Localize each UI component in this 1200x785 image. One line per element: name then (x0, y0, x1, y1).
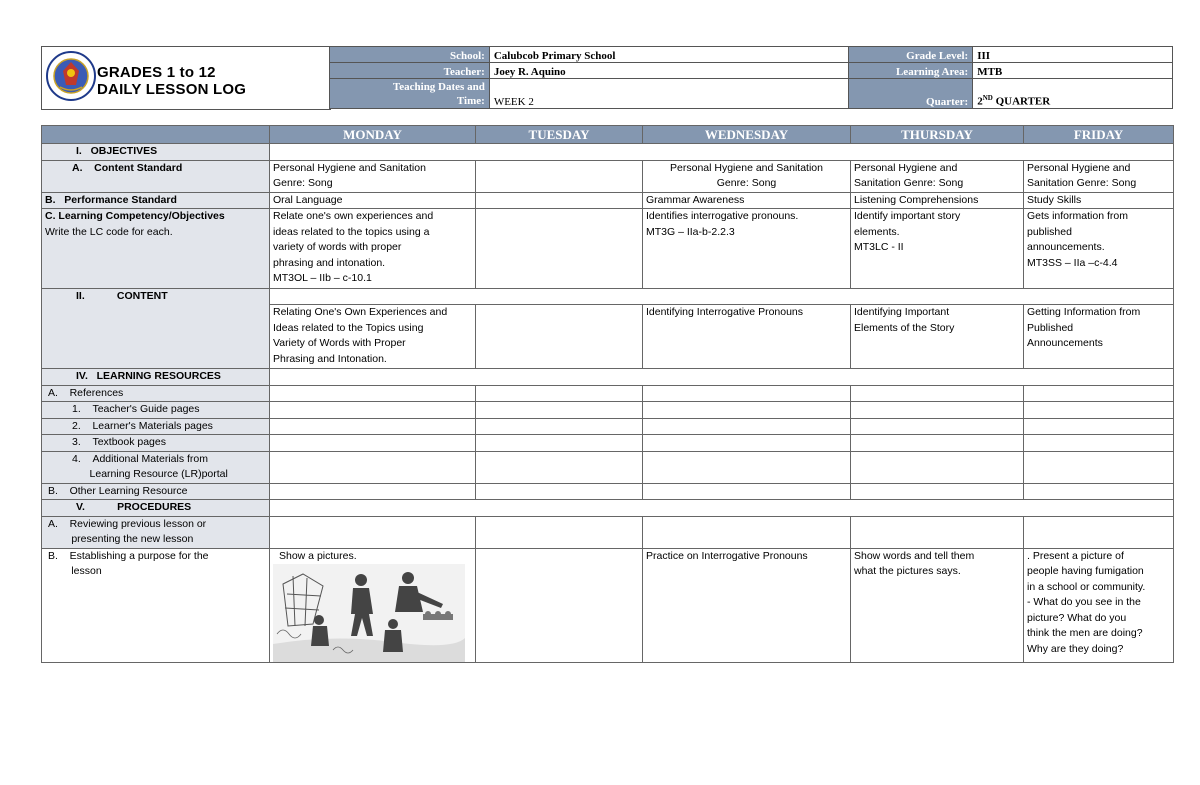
teaching-dates-label-line2: Time: (456, 95, 485, 107)
fumigation-picture-illustration (273, 564, 465, 662)
empty-cell (851, 418, 1024, 435)
empty-cell (476, 435, 643, 452)
table-row (42, 548, 1174, 663)
empty-cell (476, 451, 643, 483)
table-row (42, 435, 1174, 452)
performance-standard-thursday: Listening Comprehensions (851, 192, 1024, 209)
cell-line: Genre: Song (716, 177, 777, 189)
empty-cell (270, 402, 476, 419)
brand-title-2: DAILY LESSON LOG (97, 81, 247, 98)
empty-cell (643, 402, 851, 419)
cell-line: Identifies interrogative pronouns. (646, 210, 799, 222)
cell-line: Variety of Words with Proper (273, 337, 406, 349)
content-standard-thursday (851, 160, 1024, 192)
quarter-suffix: ND (982, 94, 993, 103)
content-monday (270, 305, 476, 369)
textbook-label (42, 435, 270, 452)
row-number: I. (76, 145, 82, 157)
empty-cell (643, 418, 851, 435)
row-label: LEARNING RESOURCES (96, 370, 221, 382)
cell-line: Announcements (1027, 337, 1103, 349)
cell-line: published (1027, 225, 1072, 238)
empty-cell (643, 516, 851, 548)
row-number: B. (48, 484, 58, 497)
row-number: A. (48, 386, 58, 399)
establishing-friday (1024, 548, 1174, 663)
cell-line: Phrasing and Intonation. (273, 352, 387, 365)
empty-cell (851, 483, 1024, 500)
brand-title-1: GRADES 1 to 12 (97, 64, 216, 81)
cell-line: picture? What do you (1027, 611, 1127, 624)
row-label: PROCEDURES (117, 501, 192, 513)
table-row (42, 209, 1174, 289)
establishing-thursday (851, 548, 1024, 663)
performance-standard-label (42, 192, 270, 209)
table-row (42, 160, 1174, 192)
empty-cell (476, 516, 643, 548)
quarter-word: QUARTER (992, 96, 1051, 108)
row-number: II. (76, 290, 85, 302)
row-label-line2: presenting the new lesson (71, 533, 194, 545)
cell-line: think the men are doing? (1027, 627, 1143, 639)
competency-wednesday (643, 209, 851, 289)
cell-line: variety of words with proper (273, 241, 402, 253)
cell-line: MT3G – IIa-b-2.2.3 (646, 225, 735, 238)
empty-cell (476, 385, 643, 402)
table-row (42, 144, 1174, 161)
cell-line: elements. (854, 225, 900, 238)
empty-cell (270, 385, 476, 402)
corner-cell (42, 126, 270, 144)
row-label: Learner's Materials pages (92, 419, 213, 432)
performance-standard-friday: Study Skills (1024, 192, 1174, 209)
cell-line: Getting Information from (1027, 306, 1141, 318)
row-number: V. (76, 501, 85, 513)
cell-line: - What do you see in the (1027, 596, 1141, 608)
empty-cell (270, 451, 476, 483)
day-header-monday: MONDAY (270, 126, 476, 144)
table-row (42, 418, 1174, 435)
grade-level-label: Grade Level: (849, 47, 973, 63)
empty-cell (1024, 483, 1174, 500)
row-sublabel: Write the LC code for each. (45, 225, 173, 238)
row-number: 3. (72, 436, 81, 448)
cell-line: phrasing and intonation. (273, 256, 386, 269)
competency-friday (1024, 209, 1174, 289)
empty-cell (270, 516, 476, 548)
empty-cell (851, 402, 1024, 419)
empty-cell (1024, 385, 1174, 402)
cell-line: . Present a picture of (1027, 549, 1124, 562)
content-tuesday (476, 305, 643, 369)
empty-cell (643, 483, 851, 500)
row-label: Teacher's Guide pages (92, 403, 200, 415)
cell-line: announcements. (1027, 241, 1105, 253)
empty-cell (476, 402, 643, 419)
cell-line: Elements of the Story (854, 321, 955, 334)
learning-area-value: MTB (973, 63, 1173, 79)
table-row (42, 451, 1174, 483)
daily-lesson-table (41, 125, 1174, 663)
cell-line: ideas related to the topics using a (273, 225, 430, 238)
cell-line: Personal Hygiene and Sanitation (273, 161, 426, 174)
establishing-label (42, 548, 270, 663)
empty-cell (851, 435, 1024, 452)
row-number: IV. (76, 370, 88, 382)
learners-materials-label (42, 418, 270, 435)
other-resource-label (42, 483, 270, 500)
row-label: Performance Standard (64, 193, 177, 206)
empty-cell (1024, 402, 1174, 419)
cell-line: Why are they doing? (1027, 642, 1124, 655)
cell-line: Personal Hygiene and (1027, 161, 1131, 174)
row-label: Additional Materials from (92, 452, 208, 465)
row-label: Establishing a purpose for the (69, 549, 209, 562)
resources-heading (42, 369, 270, 386)
row-label: Content Standard (94, 161, 183, 174)
cell-line: Personal Hygiene and Sanitation (670, 161, 823, 174)
cell-line: people having fumigation (1027, 565, 1144, 577)
day-header-row (42, 126, 1174, 144)
header-info-grid (329, 46, 1173, 109)
empty-cell (476, 418, 643, 435)
cell-line: Show words and tell them (854, 549, 975, 562)
row-number: A. (72, 161, 83, 174)
row-number: A. (48, 517, 58, 530)
row-number: B. (45, 193, 56, 206)
quarter-label: Quarter: (849, 79, 973, 109)
content-span-cell (270, 289, 1174, 305)
empty-cell (476, 483, 643, 500)
empty-cell (643, 385, 851, 402)
competency-thursday (851, 209, 1024, 289)
additional-materials-label (42, 451, 270, 483)
row-label: Textbook pages (92, 436, 166, 448)
row-label: Reviewing previous lesson or (69, 517, 207, 530)
quarter-number: 2 (977, 96, 983, 108)
cell-line: Sanitation Genre: Song (854, 177, 964, 189)
empty-cell (1024, 516, 1174, 548)
performance-standard-monday: Oral Language (270, 192, 476, 209)
content-wednesday (643, 305, 851, 369)
table-row (42, 385, 1174, 402)
teacher-value: Joey R. Aquino (489, 63, 849, 79)
empty-cell (851, 385, 1024, 402)
empty-cell (851, 451, 1024, 483)
cell-line: Published (1027, 321, 1074, 334)
procedures-heading (42, 500, 270, 517)
empty-cell (270, 483, 476, 500)
table-row (42, 192, 1174, 209)
empty-cell (643, 451, 851, 483)
deped-seal-icon (46, 51, 96, 101)
cell-line: Genre: Song (273, 177, 333, 189)
empty-cell (851, 516, 1024, 548)
empty-cell (643, 435, 851, 452)
brand-box (41, 46, 331, 110)
row-number: 2. (72, 419, 81, 432)
content-standard-tuesday (476, 160, 643, 192)
school-label: School: (330, 47, 490, 63)
performance-standard-wednesday: Grammar Awareness (643, 192, 851, 209)
establishing-wednesday: Practice on Interrogative Pronouns (643, 548, 851, 663)
row-number: 4. (72, 452, 81, 465)
procedures-span-cell (270, 500, 1174, 517)
competency-label (42, 209, 270, 289)
reviewing-label (42, 516, 270, 548)
day-header-friday: FRIDAY (1024, 126, 1174, 144)
empty-cell (1024, 435, 1174, 452)
cell-line: Identify important story (854, 210, 961, 222)
cell-line: Relate one's own experiences and (273, 210, 434, 222)
row-number: B. (48, 549, 58, 562)
cell-line: Gets information from (1027, 210, 1128, 222)
row-label: References (69, 386, 124, 399)
resources-span-cell (270, 369, 1174, 386)
cell-line: MT3OL – IIb – c-10.1 (273, 272, 372, 284)
table-row (42, 402, 1174, 419)
cell-line: Personal Hygiene and (854, 161, 958, 174)
row-label: CONTENT (116, 290, 168, 302)
content-heading (42, 289, 270, 369)
cell-line: Ideas related to the Topics using (273, 321, 424, 334)
cell-line: Relating One's Own Experiences and (273, 306, 448, 318)
teaching-dates-label (330, 79, 490, 109)
competency-tuesday (476, 209, 643, 289)
row-label: OBJECTIVES (90, 145, 158, 157)
empty-cell (270, 435, 476, 452)
day-header-thursday: THURSDAY (851, 126, 1024, 144)
cell-line: Identifying Interrogative Pronouns (646, 306, 804, 318)
cell-line: Show a pictures. (279, 549, 357, 562)
learning-area-label: Learning Area: (849, 63, 973, 79)
row-label-line2: lesson (71, 565, 102, 577)
empty-cell (270, 418, 476, 435)
cell-line: Identifying Important (854, 306, 950, 318)
performance-standard-tuesday (476, 192, 643, 209)
row-label-line2: Learning Resource (LR)portal (89, 468, 228, 480)
cell-line: in a school or community. (1027, 580, 1146, 593)
teachers-guide-label (42, 402, 270, 419)
school-value: Calubcob Primary School (489, 47, 849, 63)
row-number: 1. (72, 403, 81, 415)
day-header-wednesday: WEDNESDAY (643, 126, 851, 144)
establishing-tuesday (476, 548, 643, 663)
establishing-monday (270, 548, 476, 663)
table-row (42, 516, 1174, 548)
empty-cell (1024, 451, 1174, 483)
quarter-value (973, 79, 1173, 109)
table-row (42, 483, 1174, 500)
content-standard-wednesday (643, 160, 851, 192)
cell-line: what the pictures says. (854, 565, 961, 577)
teaching-dates-label-line1: Teaching Dates and (392, 81, 485, 93)
day-header-tuesday: TUESDAY (476, 126, 643, 144)
table-row (42, 500, 1174, 517)
content-standard-label (42, 160, 270, 192)
content-friday (1024, 305, 1174, 369)
grade-level-value: III (973, 47, 1173, 63)
table-row (42, 369, 1174, 386)
cell-line: Sanitation Genre: Song (1027, 177, 1137, 189)
lesson-log-header (41, 46, 1173, 110)
objectives-heading (42, 144, 270, 161)
table-row (42, 289, 1174, 305)
objectives-span-cell (270, 144, 1174, 161)
empty-cell (1024, 418, 1174, 435)
references-label (42, 385, 270, 402)
row-label: C. Learning Competency/Objectives (45, 210, 225, 222)
row-label: Other Learning Resource (69, 484, 188, 497)
competency-monday (270, 209, 476, 289)
teacher-label: Teacher: (330, 63, 490, 79)
content-thursday (851, 305, 1024, 369)
cell-line: MT3SS – IIa –c-4.4 (1027, 256, 1118, 269)
cell-line: MT3LC - II (854, 241, 904, 253)
content-standard-monday (270, 160, 476, 192)
content-standard-friday (1024, 160, 1174, 192)
teaching-dates-value: WEEK 2 (489, 79, 849, 109)
